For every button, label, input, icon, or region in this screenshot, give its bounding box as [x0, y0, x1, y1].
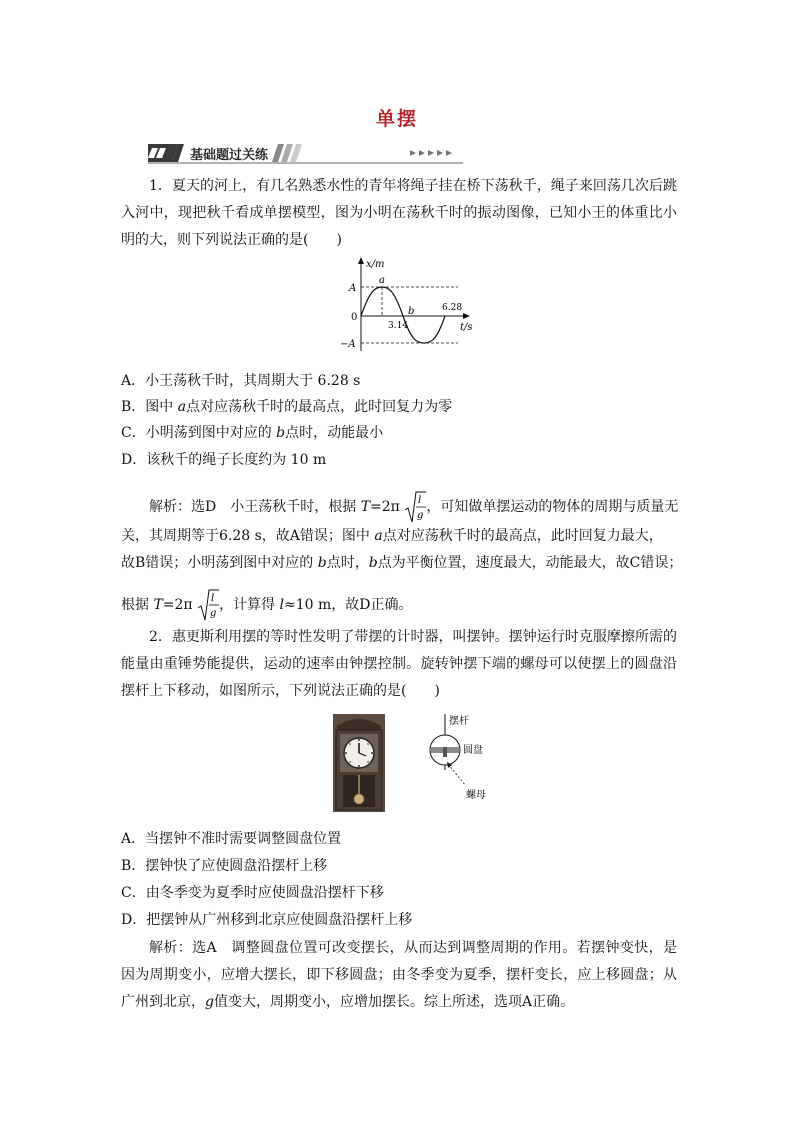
- tick-6-28: 6.28: [442, 303, 463, 313]
- q1-analysis-line3: 故B错误；小明荡到图中对应的 b点时，b点为平衡位置，速度最大，动能最大，故C错误；: [121, 555, 683, 571]
- point-a-label: a: [379, 275, 385, 286]
- q2-option-b: B．摆钟快了应使圆盘沿摆杆上移: [121, 858, 328, 874]
- amplitude-label: A: [349, 283, 357, 294]
- pendulum-disk-diagram: [418, 712, 498, 816]
- q2-analysis: 解析：选A 调整圆盘位置可改变摆长，从而达到调整周期的作用。若摆钟变快，是因为周期变小，应增大摆长，即下移圆盘；由冬季变为夏季，摆杆变长，应上移圆盘；从广州到北京，g值变大，周期变小，应增加摆长。综上所述，选项A正确。: [121, 940, 677, 1010]
- section-banner: [148, 142, 463, 164]
- svg-text:g: g: [210, 608, 217, 619]
- svg-text:l: l: [211, 593, 215, 604]
- q1-option-d: D．该秋千的绳子长度约为 10 m: [121, 452, 327, 468]
- svg-text:l: l: [418, 495, 422, 506]
- q1-stem: 1．夏天的河上，有几名熟悉水性的青年将绳子挂在桥下荡秋千，绳子来回荡几次后跳入河中，现把秋千看成单摆模型，图为小明在荡秋千时的振动图像，已知小王的体重比小明的大，则下列说法正确的是( ): [121, 178, 677, 248]
- q1-analysis-line2: 关，其周期等于6.28 s，故A错误；图中 a点对应荡秋千时的最高点，此时回复力最大，: [121, 528, 663, 544]
- q1-option-b: B．图中 a点对应荡秋千时的最高点，此时回复力为零: [121, 399, 453, 415]
- pendulum-bob: [354, 794, 364, 804]
- q2-stem: 2．惠更斯利用摆的等时性发明了带摆的计时器，叫摆钟。摆钟运行时克服摩擦所需的能量由重锤势能提供，运动的速率由钟摆控制。旋转钟摆下端的螺母可以使摆上的圆盘沿摆杆上下移动，如图所示，下列说法正确的是( ): [121, 629, 677, 699]
- nut-label: 螺母: [466, 790, 486, 801]
- neg-amplitude-label: −A: [340, 339, 356, 350]
- origin-label: 0: [351, 312, 358, 323]
- x-axis-label: t/s: [460, 322, 473, 333]
- section-label: 基础题过关练: [190, 148, 269, 163]
- svg-text:g: g: [417, 510, 424, 521]
- x-axis-arrow: [463, 313, 470, 319]
- point-b-label: b: [408, 306, 415, 317]
- formula-sqrt-l-over-g: [404, 490, 426, 524]
- q1-option-a: A．小王荡秋千时，其周期大于 6.28 s: [121, 373, 361, 389]
- q2-option-c: C．由冬季变为夏季时应使圆盘沿摆杆下移: [121, 885, 384, 901]
- disk-label: 圆盘: [463, 745, 483, 756]
- sine-curve: [361, 287, 445, 343]
- q1-analysis-line1: 解析：选D 小王荡秋千时，根据 T=2π l g ，可知做单摆运动的物体的周期与质量无: [149, 490, 678, 524]
- page-title: 单摆: [375, 108, 418, 130]
- q2-option-d: D．把摆钟从广州移到北京应使圆盘沿摆杆上移: [121, 912, 413, 928]
- pendulum-clock-image: [333, 714, 385, 812]
- q1-option-c: C．小明荡到图中对应的 b点时，动能最小: [121, 425, 384, 441]
- formula-sqrt-l-over-g-2: [197, 588, 219, 622]
- rod-label: 摆杆: [449, 716, 469, 727]
- q1-oscillation-graph: [336, 253, 486, 357]
- q1-analysis-line4: 根据 T=2π l g ，计算得 l≈10 m，故D正确。: [121, 588, 413, 622]
- y-axis-label: x/m: [366, 259, 385, 270]
- q2-option-a: A．当摆钟不准时需要调整圆盘位置: [121, 831, 342, 847]
- y-axis-arrow: [358, 257, 364, 264]
- tick-3-14: 3.14: [388, 321, 409, 331]
